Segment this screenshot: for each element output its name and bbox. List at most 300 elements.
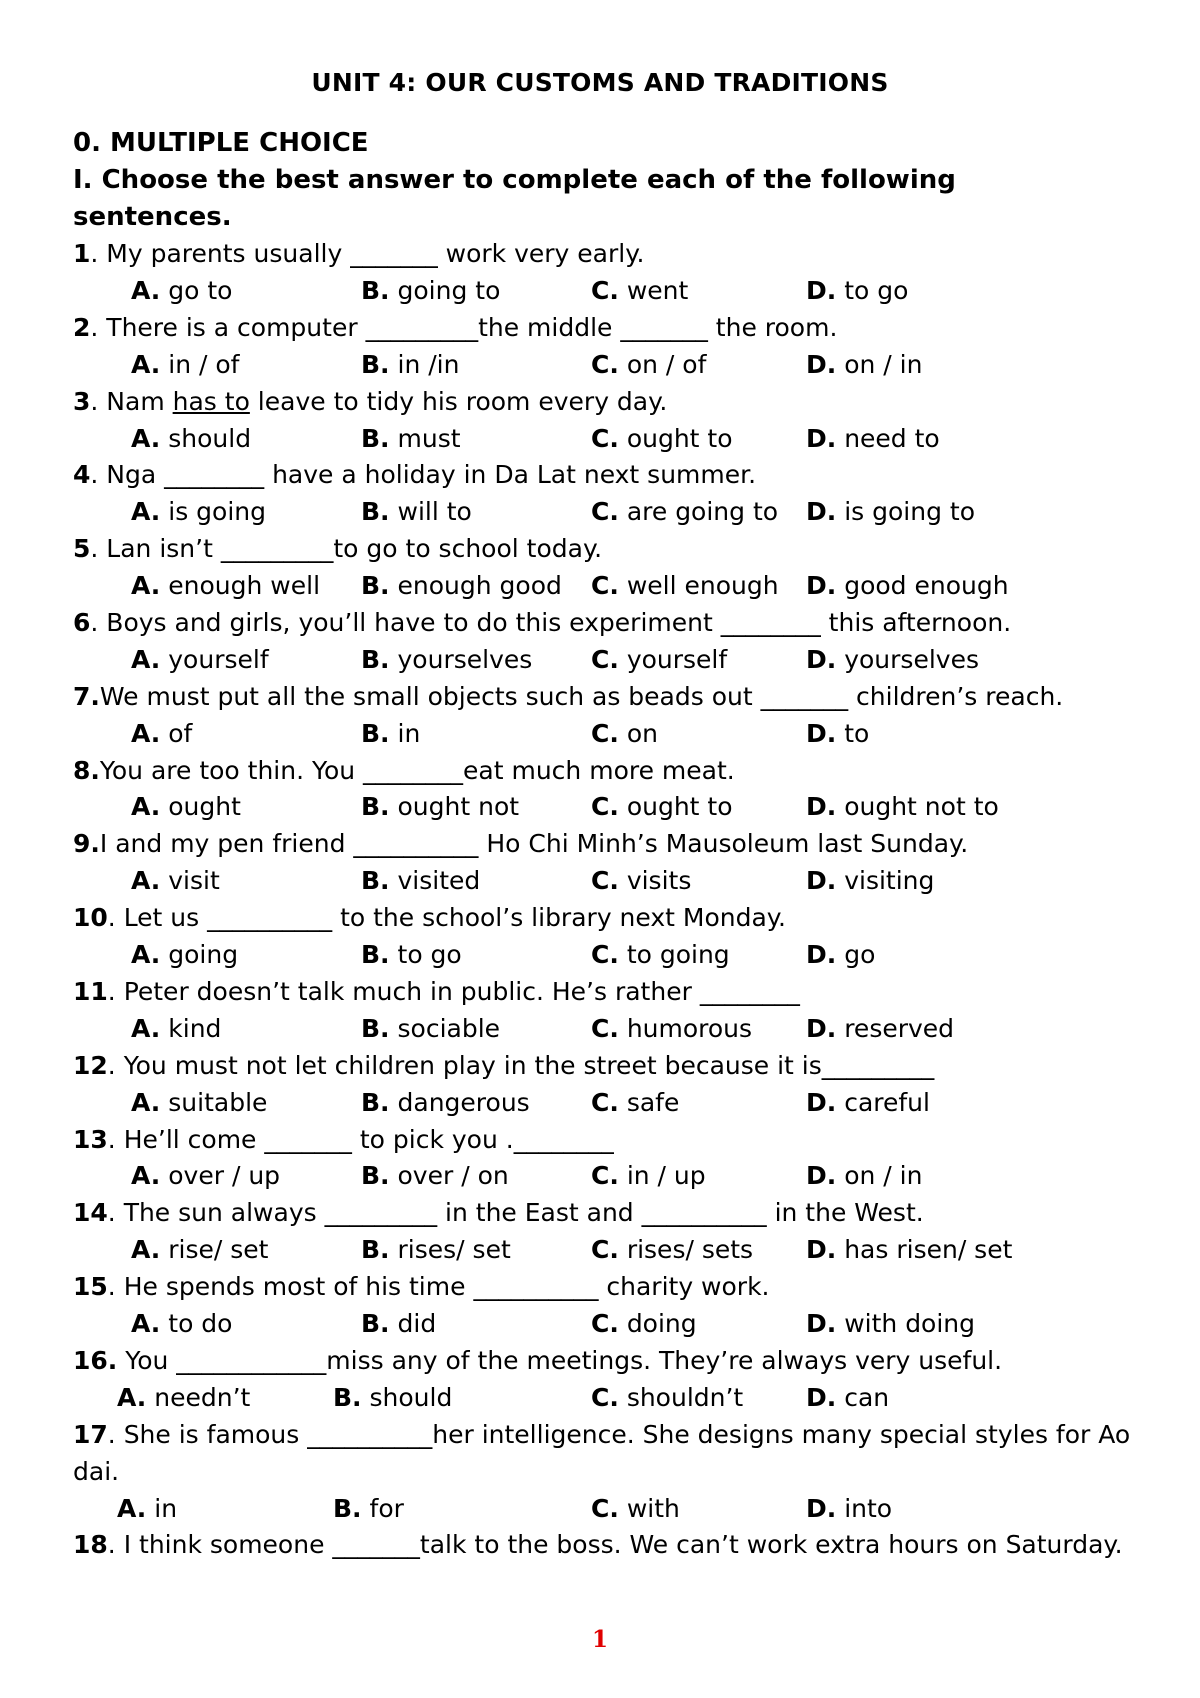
question-number: 9.: [73, 829, 100, 859]
option-text: went: [626, 275, 689, 305]
section-heading: 0. MULTIPLE CHOICE: [73, 128, 369, 158]
option-text: must: [397, 423, 461, 453]
answer-option[interactable]: [361, 273, 500, 310]
question-text: [73, 1527, 1133, 1564]
option-letter: D.: [806, 497, 837, 527]
unit-title: UNIT 4: OUR CUSTOMS AND TRADITIONS: [311, 68, 889, 97]
option-letter: A.: [117, 1493, 147, 1523]
answer-option[interactable]: [806, 642, 979, 679]
option-text: going to: [397, 275, 501, 305]
answer-option[interactable]: [806, 863, 934, 900]
answer-options: [73, 568, 1153, 605]
question-continuation: charity work.: [598, 1272, 770, 1302]
option-letter: D.: [806, 1493, 837, 1523]
question-stem: . Nam: [90, 386, 173, 416]
answer-option[interactable]: [117, 1380, 250, 1417]
option-letter: B.: [361, 349, 390, 379]
option-letter: A.: [131, 1235, 161, 1265]
answer-option[interactable]: [361, 1085, 530, 1122]
option-text: in / of: [168, 349, 240, 379]
option-text: yourself: [168, 644, 269, 674]
answer-option[interactable]: [361, 642, 532, 679]
answer-option[interactable]: [361, 1011, 500, 1048]
question-continuation: Ho Chi Minh’s Mausoleum last Sunday.: [478, 829, 969, 859]
question-text: [73, 605, 1153, 642]
question-number: 15: [73, 1272, 108, 1302]
option-letter: B.: [361, 1013, 390, 1043]
answer-option[interactable]: [361, 1158, 509, 1195]
question-number: 5: [73, 534, 91, 564]
option-text: will to: [397, 497, 472, 527]
question-text: [73, 1343, 1153, 1380]
option-letter: D.: [806, 718, 837, 748]
option-letter: C.: [591, 1382, 619, 1412]
answer-option[interactable]: [591, 494, 778, 531]
answer-blank: ________: [363, 755, 464, 785]
option-letter: A.: [131, 349, 161, 379]
option-text: needn’t: [154, 1382, 251, 1412]
option-text: going: [168, 940, 239, 970]
question-stem: . She is famous: [107, 1419, 308, 1449]
question-continuation: miss any of the meetings. They’re always very useful.: [326, 1345, 1003, 1375]
option-text: yourself: [626, 644, 728, 674]
question-stem: . Nga: [90, 460, 165, 490]
question-stem: . Lan isn’t: [90, 534, 221, 564]
answer-option[interactable]: [131, 1306, 232, 1343]
option-text: for: [369, 1493, 404, 1523]
question-stem: You: [117, 1345, 177, 1375]
answer-options: [73, 1491, 1153, 1528]
answer-option[interactable]: [361, 1306, 436, 1343]
option-text: on / in: [844, 349, 923, 379]
question-continuation: work very early.: [437, 239, 645, 268]
option-text: should: [168, 423, 252, 453]
answer-option[interactable]: [131, 1158, 280, 1195]
option-text: enough well: [168, 571, 321, 601]
option-letter: A.: [131, 497, 161, 527]
question-continuation: this afternoon.: [820, 607, 1012, 637]
underlined-phrase: has to: [172, 386, 250, 416]
question-number: 10: [73, 903, 108, 933]
answer-option[interactable]: [806, 716, 869, 753]
option-text: rise/ set: [168, 1235, 269, 1265]
option-text: to go: [844, 275, 909, 305]
option-text: humorous: [626, 1013, 753, 1043]
answer-option[interactable]: [591, 1011, 752, 1048]
answer-option[interactable]: [117, 1491, 177, 1528]
option-letter: A.: [131, 1013, 161, 1043]
answer-option[interactable]: [591, 1306, 697, 1343]
question-text: [73, 900, 1153, 937]
answer-blank: _______: [350, 239, 438, 268]
option-text: did: [397, 1309, 437, 1339]
question-stem: . He’ll come: [107, 1124, 265, 1154]
option-letter: A.: [131, 275, 161, 305]
answer-option[interactable]: [806, 1306, 975, 1343]
option-text: to: [844, 718, 870, 748]
answer-blank: _________: [365, 312, 479, 342]
question-continuation: leave to tidy his room every day.: [249, 386, 668, 416]
answer-options: [73, 421, 1153, 458]
question-text: [73, 1122, 1153, 1159]
option-text: good enough: [844, 571, 1009, 601]
question-text: [73, 1417, 1133, 1491]
answer-blank: ________: [699, 976, 800, 1006]
answer-options: [73, 1158, 1153, 1195]
option-text: need to: [844, 423, 940, 453]
answer-option[interactable]: [591, 421, 733, 458]
option-letter: C.: [591, 497, 619, 527]
option-text: to going: [626, 940, 730, 970]
answer-blank: _________: [821, 1050, 935, 1080]
option-letter: B.: [333, 1493, 362, 1523]
option-letter: D.: [806, 644, 837, 674]
question-list: [73, 236, 1153, 1564]
option-text: dangerous: [397, 1087, 530, 1117]
answer-options: [73, 1085, 1153, 1122]
question-stem: . Let us: [107, 903, 208, 933]
option-text: ought to: [626, 792, 733, 822]
option-letter: B.: [361, 275, 390, 305]
answer-option[interactable]: [806, 1491, 892, 1528]
option-letter: B.: [361, 1087, 390, 1117]
option-text: well enough: [626, 571, 779, 601]
option-letter: D.: [806, 866, 837, 896]
question-continuation: eat much more meat.: [463, 755, 735, 785]
question-stem: . Boys and girls, you’ll have to do this experiment: [90, 607, 721, 637]
answer-blank: __________: [207, 903, 333, 933]
option-text: go: [844, 940, 876, 970]
option-letter: B.: [361, 1235, 390, 1265]
question-number: 11: [73, 976, 108, 1006]
question-continuation: to go to school today.: [333, 534, 603, 564]
answer-options: [73, 494, 1153, 531]
question-number: 7.: [73, 681, 100, 711]
option-letter: D.: [806, 792, 837, 822]
option-text: are going to: [626, 497, 779, 527]
answer-option[interactable]: [591, 863, 691, 900]
option-text: ought to: [626, 423, 733, 453]
option-text: ought: [168, 792, 241, 822]
answer-option[interactable]: [591, 1085, 679, 1122]
option-letter: A.: [131, 1309, 161, 1339]
answer-option[interactable]: [361, 568, 562, 605]
option-letter: C.: [591, 792, 619, 822]
answer-option[interactable]: [361, 863, 480, 900]
question-text: [73, 384, 1153, 421]
option-text: ought not: [397, 792, 520, 822]
answer-option[interactable]: [361, 1232, 511, 1269]
answer-options: [73, 789, 1153, 826]
answer-option[interactable]: [131, 716, 192, 753]
option-letter: C.: [591, 1161, 619, 1191]
answer-option[interactable]: [333, 1491, 404, 1528]
answer-option[interactable]: [131, 494, 266, 531]
answer-option[interactable]: [591, 347, 706, 384]
answer-option[interactable]: [131, 273, 232, 310]
answer-options: [73, 716, 1153, 753]
option-letter: A.: [131, 792, 161, 822]
answer-option[interactable]: [361, 494, 472, 531]
question-stem: . You must not let children play in the street because it is: [107, 1050, 822, 1080]
option-letter: D.: [806, 1013, 837, 1043]
answer-option[interactable]: [591, 273, 688, 310]
question-number: 14: [73, 1198, 108, 1228]
option-text: visits: [626, 866, 692, 896]
option-letter: A.: [131, 1161, 161, 1191]
option-letter: B.: [361, 792, 390, 822]
answer-option[interactable]: [806, 789, 999, 826]
option-letter: D.: [806, 423, 837, 453]
option-letter: D.: [806, 940, 837, 970]
option-letter: A.: [131, 718, 161, 748]
answer-option[interactable]: [131, 1011, 221, 1048]
answer-option[interactable]: [131, 863, 220, 900]
option-letter: A.: [117, 1382, 147, 1412]
answer-blank: ________: [720, 607, 821, 637]
answer-options: [73, 1380, 1153, 1417]
option-text: careful: [844, 1087, 930, 1117]
question-continuation: in the East and __________ in the West.: [437, 1198, 924, 1228]
option-text: enough good: [397, 571, 562, 601]
page-number: 1: [591, 1626, 608, 1653]
question-continuation: to pick you .________: [351, 1124, 614, 1154]
option-text: on / in: [844, 1161, 923, 1191]
question-text: [73, 310, 1153, 347]
question-number: 3: [73, 386, 91, 416]
option-text: of: [168, 718, 193, 748]
answer-option[interactable]: [591, 1491, 680, 1528]
answer-blank: ________: [164, 460, 265, 490]
answer-option[interactable]: [131, 347, 239, 384]
answer-option[interactable]: [806, 1232, 1012, 1269]
option-text: is going: [168, 497, 267, 527]
question-number: 6: [73, 607, 91, 637]
option-letter: C.: [591, 1087, 619, 1117]
answer-options: [73, 937, 1153, 974]
option-text: should: [369, 1382, 453, 1412]
option-text: ought not to: [844, 792, 999, 822]
question-number: 2: [73, 312, 91, 342]
answer-options: [73, 863, 1153, 900]
option-letter: A.: [131, 866, 161, 896]
option-letter: B.: [361, 718, 390, 748]
answer-option[interactable]: [131, 1232, 268, 1269]
option-letter: B.: [361, 866, 390, 896]
question-number: 17: [73, 1419, 108, 1449]
question-number: 4: [73, 460, 91, 490]
question-number: 18: [73, 1530, 108, 1560]
question-text: [73, 753, 1153, 790]
option-text: over / on: [397, 1161, 509, 1191]
option-text: kind: [168, 1013, 222, 1043]
option-text: visited: [397, 866, 481, 896]
question-stem: . The sun always: [107, 1198, 325, 1228]
option-text: can: [844, 1382, 890, 1412]
option-text: in / up: [626, 1161, 706, 1191]
option-letter: A.: [131, 940, 161, 970]
answer-option[interactable]: [591, 1158, 706, 1195]
option-letter: D.: [806, 1309, 837, 1339]
answer-option[interactable]: [591, 1232, 753, 1269]
question-number: 16.: [73, 1345, 118, 1375]
answer-option[interactable]: [131, 789, 241, 826]
option-text: on / of: [626, 349, 707, 379]
question-continuation: talk to the boss. We can’t work extra hours on Saturday.: [419, 1530, 1123, 1560]
part-instruction: I. Choose the best answer to complete each of the following sentences.: [73, 165, 956, 232]
question-stem: We must put all the small objects such as beads out: [99, 681, 761, 711]
answer-option[interactable]: [333, 1380, 452, 1417]
option-text: in: [397, 718, 421, 748]
option-text: in: [154, 1493, 178, 1523]
option-letter: D.: [806, 1087, 837, 1117]
option-letter: D.: [806, 1382, 837, 1412]
option-text: is going to: [844, 497, 975, 527]
option-text: sociable: [397, 1013, 501, 1043]
option-letter: A.: [131, 423, 161, 453]
answer-blank: _________: [220, 534, 334, 564]
option-text: into: [844, 1493, 893, 1523]
option-letter: C.: [591, 1493, 619, 1523]
answer-option[interactable]: [591, 1380, 743, 1417]
answer-option[interactable]: [591, 937, 730, 974]
option-text: in /in: [397, 349, 460, 379]
option-letter: B.: [361, 1309, 390, 1339]
option-letter: B.: [361, 644, 390, 674]
option-letter: B.: [361, 571, 390, 601]
option-letter: A.: [131, 571, 161, 601]
question-text: [73, 1195, 1153, 1232]
option-text: suitable: [168, 1087, 268, 1117]
question-number: 8.: [73, 755, 100, 785]
option-letter: B.: [361, 940, 390, 970]
option-letter: C.: [591, 644, 619, 674]
option-letter: D.: [806, 571, 837, 601]
answer-option[interactable]: [591, 642, 727, 679]
answer-options: [73, 1011, 1153, 1048]
answer-option[interactable]: [806, 494, 975, 531]
question-stem: I and my pen friend: [99, 829, 354, 859]
answer-option[interactable]: [361, 347, 459, 384]
answer-option[interactable]: [591, 568, 779, 605]
option-text: visiting: [844, 866, 935, 896]
worksheet-content: [73, 124, 1153, 1564]
option-letter: C.: [591, 940, 619, 970]
option-text: yourselves: [844, 644, 979, 674]
answer-blank: __________: [353, 829, 479, 859]
answer-blank: _______: [264, 1124, 352, 1154]
option-text: to do: [168, 1309, 233, 1339]
option-letter: C.: [591, 349, 619, 379]
answer-option[interactable]: [806, 937, 875, 974]
answer-option[interactable]: [806, 568, 1009, 605]
answer-blank: __________: [307, 1419, 433, 1449]
answer-option[interactable]: [806, 347, 922, 384]
question-continuation: the middle _______ the room.: [478, 312, 838, 342]
question-text: [73, 1269, 1153, 1306]
answer-options: [73, 1232, 1153, 1269]
question-stem: You are too thin. You: [99, 755, 364, 785]
question-stem: . He spends most of his time: [107, 1272, 474, 1302]
question-stem: . There is a computer: [90, 312, 366, 342]
option-letter: C.: [591, 1013, 619, 1043]
option-letter: D.: [806, 1235, 837, 1265]
answer-options: [73, 273, 1153, 310]
answer-option[interactable]: [361, 937, 462, 974]
option-text: rises/ sets: [626, 1235, 754, 1265]
option-letter: D.: [806, 1161, 837, 1191]
question-continuation: children’s reach.: [848, 681, 1064, 711]
question-number: 12: [73, 1050, 108, 1080]
answer-option[interactable]: [806, 273, 908, 310]
answer-option[interactable]: [806, 1085, 930, 1122]
option-text: yourselves: [397, 644, 533, 674]
option-letter: B.: [361, 497, 390, 527]
option-letter: C.: [591, 1309, 619, 1339]
answer-option[interactable]: [806, 1158, 922, 1195]
answer-option[interactable]: [131, 421, 251, 458]
question-text: [73, 974, 1153, 1011]
option-letter: A.: [131, 644, 161, 674]
option-text: with: [626, 1493, 680, 1523]
answer-option[interactable]: [131, 568, 320, 605]
option-letter: A.: [131, 1087, 161, 1117]
answer-option[interactable]: [591, 716, 658, 753]
option-text: safe: [626, 1087, 680, 1117]
option-letter: C.: [591, 275, 619, 305]
option-text: with doing: [844, 1309, 976, 1339]
answer-option[interactable]: [131, 937, 238, 974]
answer-option[interactable]: [591, 789, 733, 826]
question-text: [73, 236, 1153, 273]
question-continuation: have a holiday in Da Lat next summer.: [264, 460, 757, 490]
answer-blank: __________: [473, 1272, 599, 1302]
question-text: [73, 826, 1153, 863]
question-number: 13: [73, 1124, 108, 1154]
option-letter: C.: [591, 866, 619, 896]
answer-blank: _______: [332, 1530, 420, 1560]
option-text: to go: [397, 940, 462, 970]
answer-option[interactable]: [806, 1380, 889, 1417]
option-letter: B.: [361, 1161, 390, 1191]
option-letter: C.: [591, 571, 619, 601]
answer-option[interactable]: [131, 1085, 267, 1122]
answer-option[interactable]: [806, 421, 940, 458]
question-number: 1: [73, 239, 91, 268]
option-text: doing: [626, 1309, 697, 1339]
question-text: [73, 531, 1153, 568]
option-text: go to: [168, 275, 233, 305]
answer-option[interactable]: [131, 642, 269, 679]
answer-option[interactable]: [806, 1011, 954, 1048]
answer-options: [73, 642, 1153, 679]
question-continuation: her intelligence. She designs many special styles for Ao dai.: [73, 1419, 1131, 1486]
option-text: has risen/ set: [844, 1235, 1013, 1265]
answer-option[interactable]: [361, 421, 461, 458]
question-text: [73, 1048, 1153, 1085]
option-letter: C.: [591, 1235, 619, 1265]
answer-options: [73, 1306, 1153, 1343]
question-text: [73, 679, 1153, 716]
question-stem: . I think someone: [107, 1530, 333, 1560]
question-continuation: to the school’s library next Monday.: [332, 903, 786, 933]
option-letter: D.: [806, 275, 837, 305]
option-text: on: [626, 718, 658, 748]
answer-option[interactable]: [361, 789, 519, 826]
answer-option[interactable]: [361, 716, 420, 753]
option-letter: B.: [333, 1382, 362, 1412]
question-text: [73, 457, 1153, 494]
